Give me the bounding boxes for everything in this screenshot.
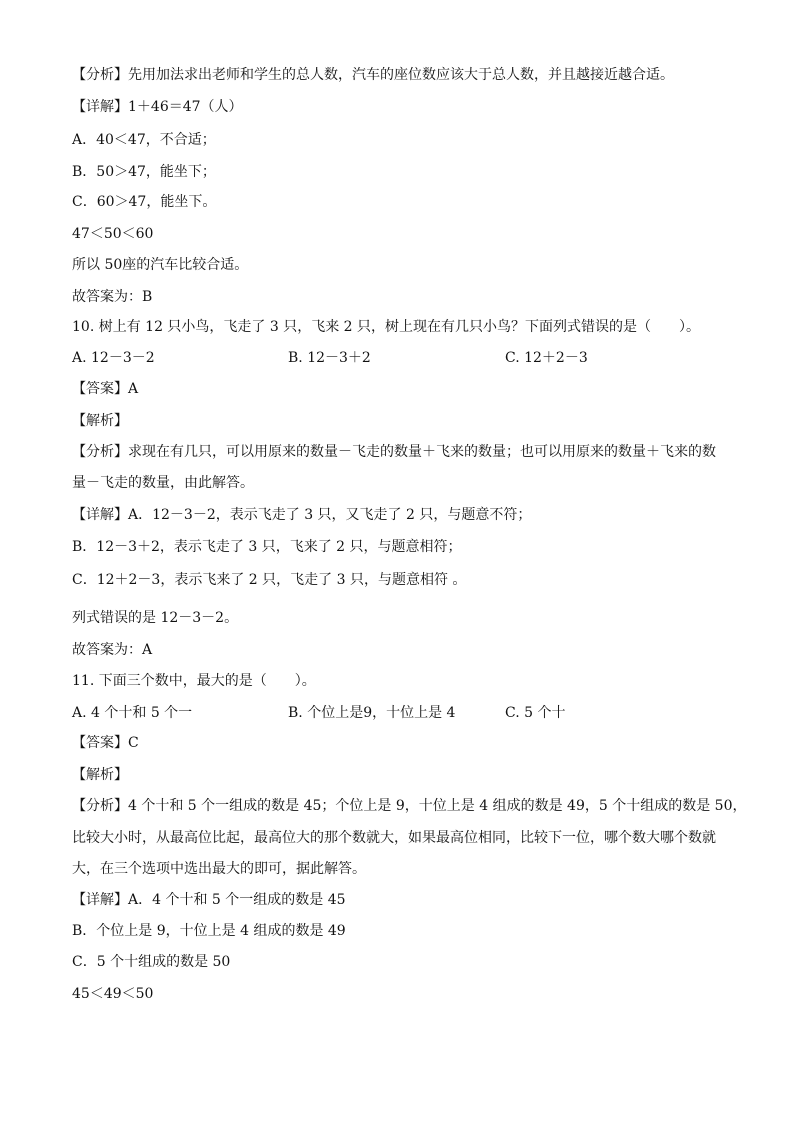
q11-comparison: 45＜49＜50 [72,986,154,1002]
q10-detail-a: 【详解】A．12－3－2，表示飞走了 3 只，又飞走了 2 只，与题意不符； [72,507,532,523]
q9-option-b-check: B．50＞47，能坐下； [72,164,216,180]
q9-final-answer: 故答案为：B [72,289,153,305]
q9-conclusion: 所以 50座的汽车比较合适。 [72,257,249,273]
q11-detail-c: C．5 个十组成的数是 50 [72,954,231,970]
q11-option-a: A. 4 个十和 5 个一 [72,705,193,721]
q10-detail-c: C．12＋2－3，表示飞来了 2 只，飞走了 3 只，与题意相符 。 [72,572,467,588]
q10-option-c: C. 12＋2－3 [505,350,588,366]
q10-option-b: B. 12－3＋2 [288,350,371,366]
q11-option-c: C. 5 个十 [505,705,566,721]
q10-question: 10. 树上有 12 只小鸟，飞走了 3 只，飞来 2 只，树上现在有几只小鸟？下面列式错误的是（ ）。 [72,319,701,335]
q10-analysis-line-1: 【分析】求现在有几只，可以用原来的数量－飞走的数量＋飞来的数量；也可以用原来的数量＋飞来的数 [72,444,716,460]
q10-answer: 【答案】A [72,381,139,397]
q9-option-a-check: A．40＜47，不合适； [72,132,216,148]
q10-final-answer: 故答案为：A [72,642,153,658]
q10-conclusion: 列式错误的是 12－3－2。 [72,610,239,626]
q11-answer: 【答案】C [72,735,139,751]
q9-option-c-check: C．60＞47，能坐下。 [72,194,217,210]
q11-analysis-line-3: 大，在三个选项中选出最大的即可，据此解答。 [72,861,366,877]
q11-detail-b: B．个位上是 9，十位上是 4 组成的数是 49 [72,923,346,939]
q9-detail: 【详解】1＋46＝47（人） [72,99,243,115]
q11-option-b: B. 个位上是9，十位上是 4 [288,705,456,721]
q10-jiexi-heading: 【解析】 [72,413,128,429]
q9-analysis: 【分析】先用加法求出老师和学生的总人数，汽车的座位数应该大于总人数，并且越接近越合适。 [72,67,674,83]
q11-analysis-line-1: 【分析】4 个十和 5 个一组成的数是 45；个位上是 9，十位上是 4 组成的数是 49，5 个十组成的数是 50， [72,798,747,814]
q9-comparison: 47＜50＜60 [72,226,154,242]
q10-detail-b: B．12－3＋2，表示飞走了 3 只，飞来了 2 只，与题意相符； [72,539,462,555]
q11-detail-a: 【详解】A．4 个十和 5 个一组成的数是 45 [72,892,346,908]
q11-jiexi-heading: 【解析】 [72,767,128,783]
q10-option-a: A. 12－3－2 [72,350,155,366]
q11-analysis-line-2: 比较大小时，从最高位比起，最高位大的那个数就大，如果最高位相同，比较下一位，哪个数大哪个数就 [72,830,716,846]
q10-analysis-line-2: 量－飞走的数量，由此解答。 [72,475,254,491]
q11-question: 11. 下面三个数中，最大的是（ ）。 [72,673,316,689]
